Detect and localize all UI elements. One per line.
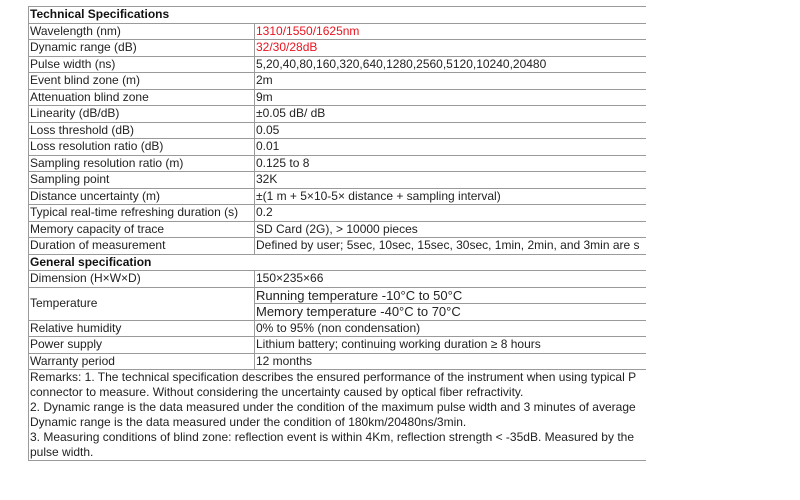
row-label: Dynamic range (dB) xyxy=(29,40,255,57)
row-label: Distance uncertainty (m) xyxy=(29,188,255,205)
row-value-memory-temperature: Memory temperature -40°C to 70°C xyxy=(255,304,647,321)
table-row xyxy=(29,353,647,370)
row-label: Memory capacity of trace xyxy=(29,221,255,238)
row-label: Temperature xyxy=(29,287,255,320)
row-value: 9m xyxy=(255,89,647,106)
table-row xyxy=(29,337,647,354)
table-row xyxy=(29,238,647,255)
row-label: Dimension (H×W×D) xyxy=(29,271,255,288)
row-value: 150×235×66 xyxy=(255,271,647,288)
row-value: ±0.05 dB/ dB xyxy=(255,106,647,123)
spec-table-viewport xyxy=(28,6,646,472)
table-row xyxy=(29,287,647,304)
table-row xyxy=(29,106,647,123)
section-title-general: General specification xyxy=(29,254,647,271)
table-row xyxy=(29,23,647,40)
table-row xyxy=(29,188,647,205)
table-row xyxy=(29,271,647,288)
row-value: Lithium battery; continuing working duration ≥ 8 hours xyxy=(255,337,647,354)
row-value: 32/30/28dB xyxy=(255,40,647,57)
row-label: Attenuation blind zone xyxy=(29,89,255,106)
row-label: Event blind zone (m) xyxy=(29,73,255,90)
row-value: Defined by user; 5sec, 10sec, 15sec, 30sec, 1min, 2min, and 3min are s xyxy=(255,238,647,255)
section-header-technical xyxy=(29,7,647,24)
row-label: Duration of measurement xyxy=(29,238,255,255)
row-value: 12 months xyxy=(255,353,647,370)
row-label: Pulse width (ns) xyxy=(29,56,255,73)
row-value: 32K xyxy=(255,172,647,189)
remarks-cell xyxy=(29,370,647,461)
row-value: 0.2 xyxy=(255,205,647,222)
row-value: 1310/1550/1625nm xyxy=(255,23,647,40)
section-header-general xyxy=(29,254,647,271)
row-value-running-temperature: Running temperature -10°C to 50°C xyxy=(255,287,647,304)
table-row xyxy=(29,221,647,238)
row-value: 2m xyxy=(255,73,647,90)
table-row xyxy=(29,122,647,139)
table-row xyxy=(29,73,647,90)
row-label: Wavelength (nm) xyxy=(29,23,255,40)
row-value: 0.05 xyxy=(255,122,647,139)
spec-table xyxy=(28,6,646,461)
remark-line: Remarks: 1. The technical specification describes the ensured performance of the instrument when using typical P xyxy=(30,370,637,384)
row-label: Loss threshold (dB) xyxy=(29,122,255,139)
remark-line: connector to measure. Without considering the uncertainty caused by optical fiber refractivity. xyxy=(30,385,524,399)
table-row xyxy=(29,155,647,172)
section-title-technical: Technical Specifications xyxy=(29,7,647,24)
row-label: Sampling point xyxy=(29,172,255,189)
row-label: Warranty period xyxy=(29,353,255,370)
table-row xyxy=(29,89,647,106)
table-row xyxy=(29,205,647,222)
row-label: Power supply xyxy=(29,337,255,354)
table-row xyxy=(29,172,647,189)
row-label: Sampling resolution ratio (m) xyxy=(29,155,255,172)
row-label: Typical real-time refreshing duration (s) xyxy=(29,205,255,222)
table-row xyxy=(29,56,647,73)
row-value: 0.125 to 8 xyxy=(255,155,647,172)
row-value: 0% to 95% (non condensation) xyxy=(255,320,647,337)
remark-line: Dynamic range is the data measured under the condition of 180km/20480ns/3min. xyxy=(30,415,467,429)
row-value: ±(1 m + 5×10-5× distance + sampling interval) xyxy=(255,188,647,205)
remark-line: pulse width. xyxy=(30,445,94,459)
row-label: Loss resolution ratio (dB) xyxy=(29,139,255,156)
table-row xyxy=(29,40,647,57)
row-label: Linearity (dB/dB) xyxy=(29,106,255,123)
remark-line: 3. Measuring conditions of blind zone: reflection event is within 4Km, reflection strength < -35dB. Measured by the xyxy=(30,430,634,444)
remark-line: 2. Dynamic range is the data measured under the condition of the maximum pulse width and 3 minutes of average xyxy=(30,400,636,414)
row-value: 5,20,40,80,160,320,640,1280,2560,5120,10240,20480 xyxy=(255,56,647,73)
row-value: SD Card (2G), > 10000 pieces xyxy=(255,221,647,238)
table-row xyxy=(29,139,647,156)
remarks-row xyxy=(29,370,647,461)
row-value: 0.01 xyxy=(255,139,647,156)
table-row xyxy=(29,320,647,337)
row-label: Relative humidity xyxy=(29,320,255,337)
